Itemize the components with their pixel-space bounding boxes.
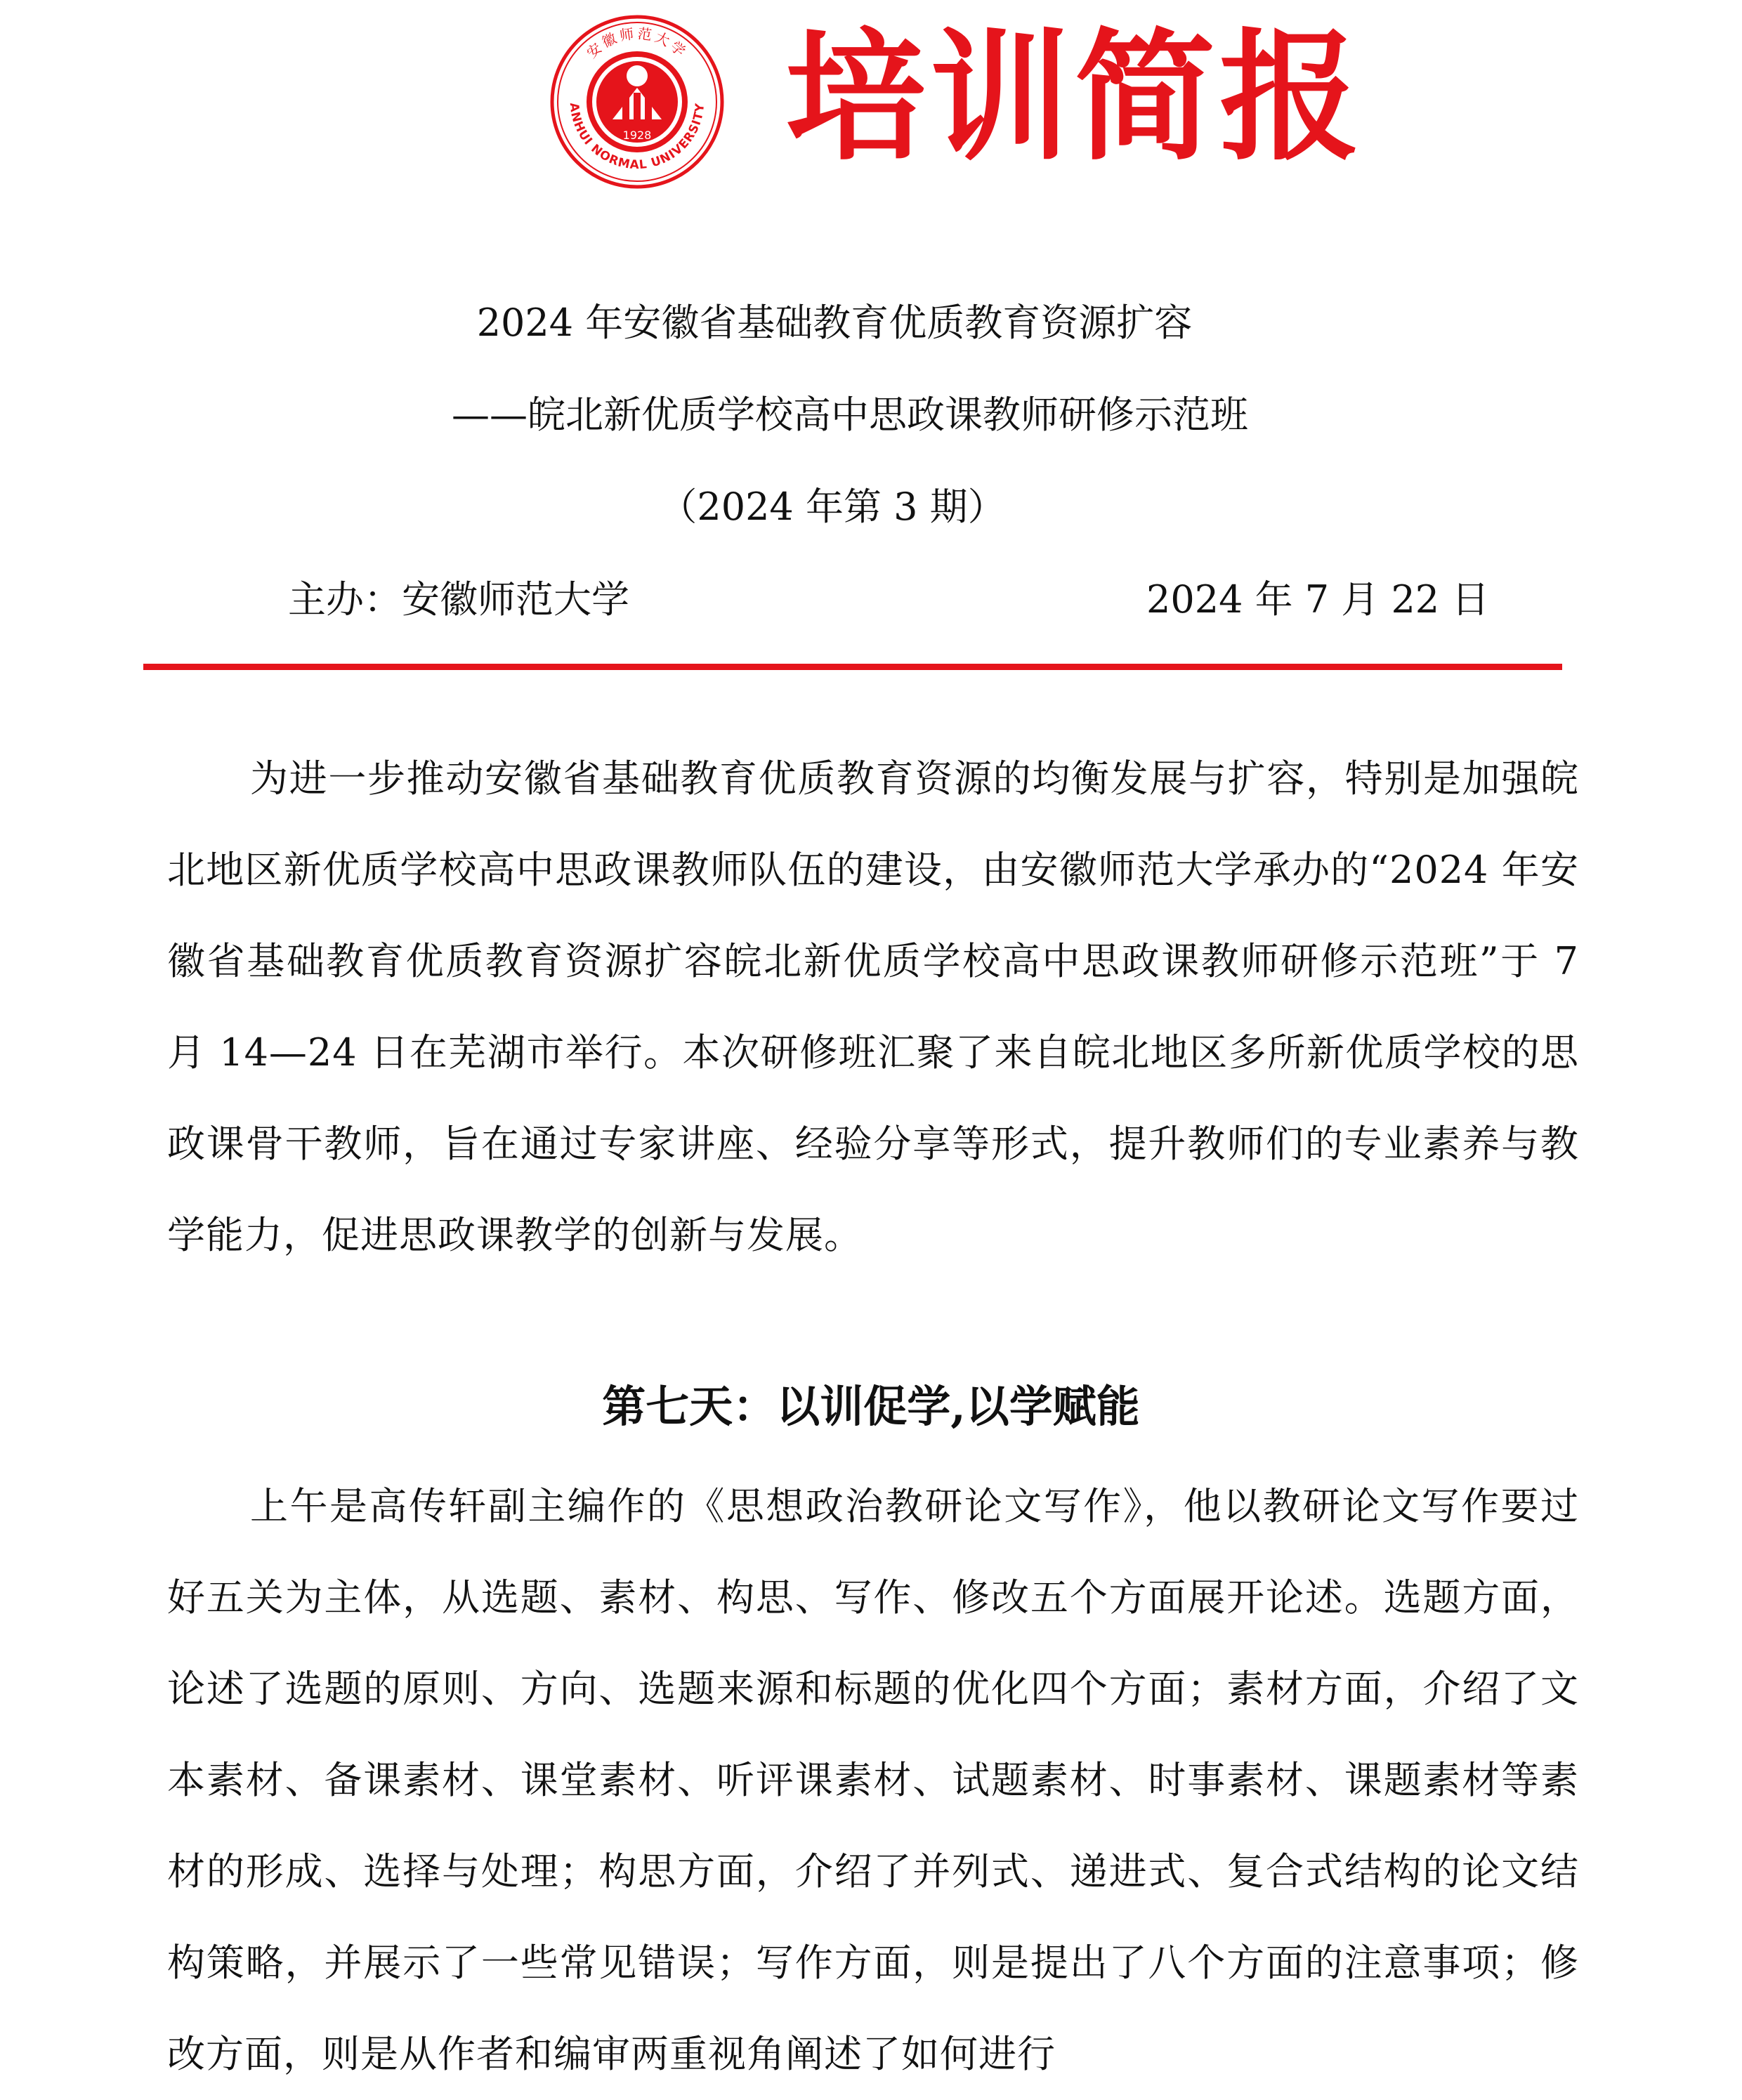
issue-number: （2024 年第 3 期）: [659, 485, 1006, 529]
issue-date: 2024 年 7 月 22 日: [1146, 577, 1490, 622]
issue-title-line-1: 2024 年安徽省基础教育优质教育资源扩容: [476, 301, 1193, 345]
intro-paragraph: 为进一步推动安徽省基础教育优质教育资源的均衡发展与扩容，特别是加强皖北地区新优质学校高中思政课教师队伍的建设，由安徽师范大学承办的“2024 年安徽省基础教育优质教育资源扩容皖北新优质学校高中思政课教师研修示范班”于 7 月 14—24 日在芜湖市举行。本次研修班汇聚了来自皖北地区多所新优质学校的思政课骨干教师，旨在通过专家讲座、经验分享等形式，提升教师们的专业素养与教学能力，促进思政课教学的创新与发展。: [167, 756, 1579, 1257]
university-seal-logo: [549, 14, 725, 190]
masthead: [0, 0, 1742, 197]
masthead-title: 培训简报: [785, 16, 1365, 180]
sponsor-line: 主办：安徽师范大学: [288, 577, 629, 622]
seal-english-name: ANHUI NORMAL UNIVERSITY: [566, 102, 708, 173]
section-heading: 第七天：以训促学,以学赋能: [602, 1381, 1140, 1433]
section-paragraph: 上午是高传轩副主编作的《思想政治教研论文写作》，他以教研论文写作要过好五关为主体，从选题、素材、构思、写作、修改五个方面展开论述。选题方面，论述了选题的原则、方向、选题来源和标题的优化四个方面；素材方面，介绍了文本素材、备课素材、课堂素材、听评课素材、试题素材、时事素材、课题素材等素材的形成、选择与处理；构思方面，介绍了并列式、递进式、复合式结构的论文结构策略，并展示了一些常见错误；写作方面，则是提出了八个方面的注意事项；修改方面，则是从作者和编审两重视角阐述了如何进行: [167, 1484, 1579, 2076]
seal-chinese-name: 安徽师范大学: [583, 25, 691, 62]
header-divider: [143, 664, 1562, 670]
seal-year: 1928: [622, 129, 652, 142]
issue-title-line-2: ——皖北新优质学校高中思政课教师研修示范班: [452, 393, 1248, 437]
